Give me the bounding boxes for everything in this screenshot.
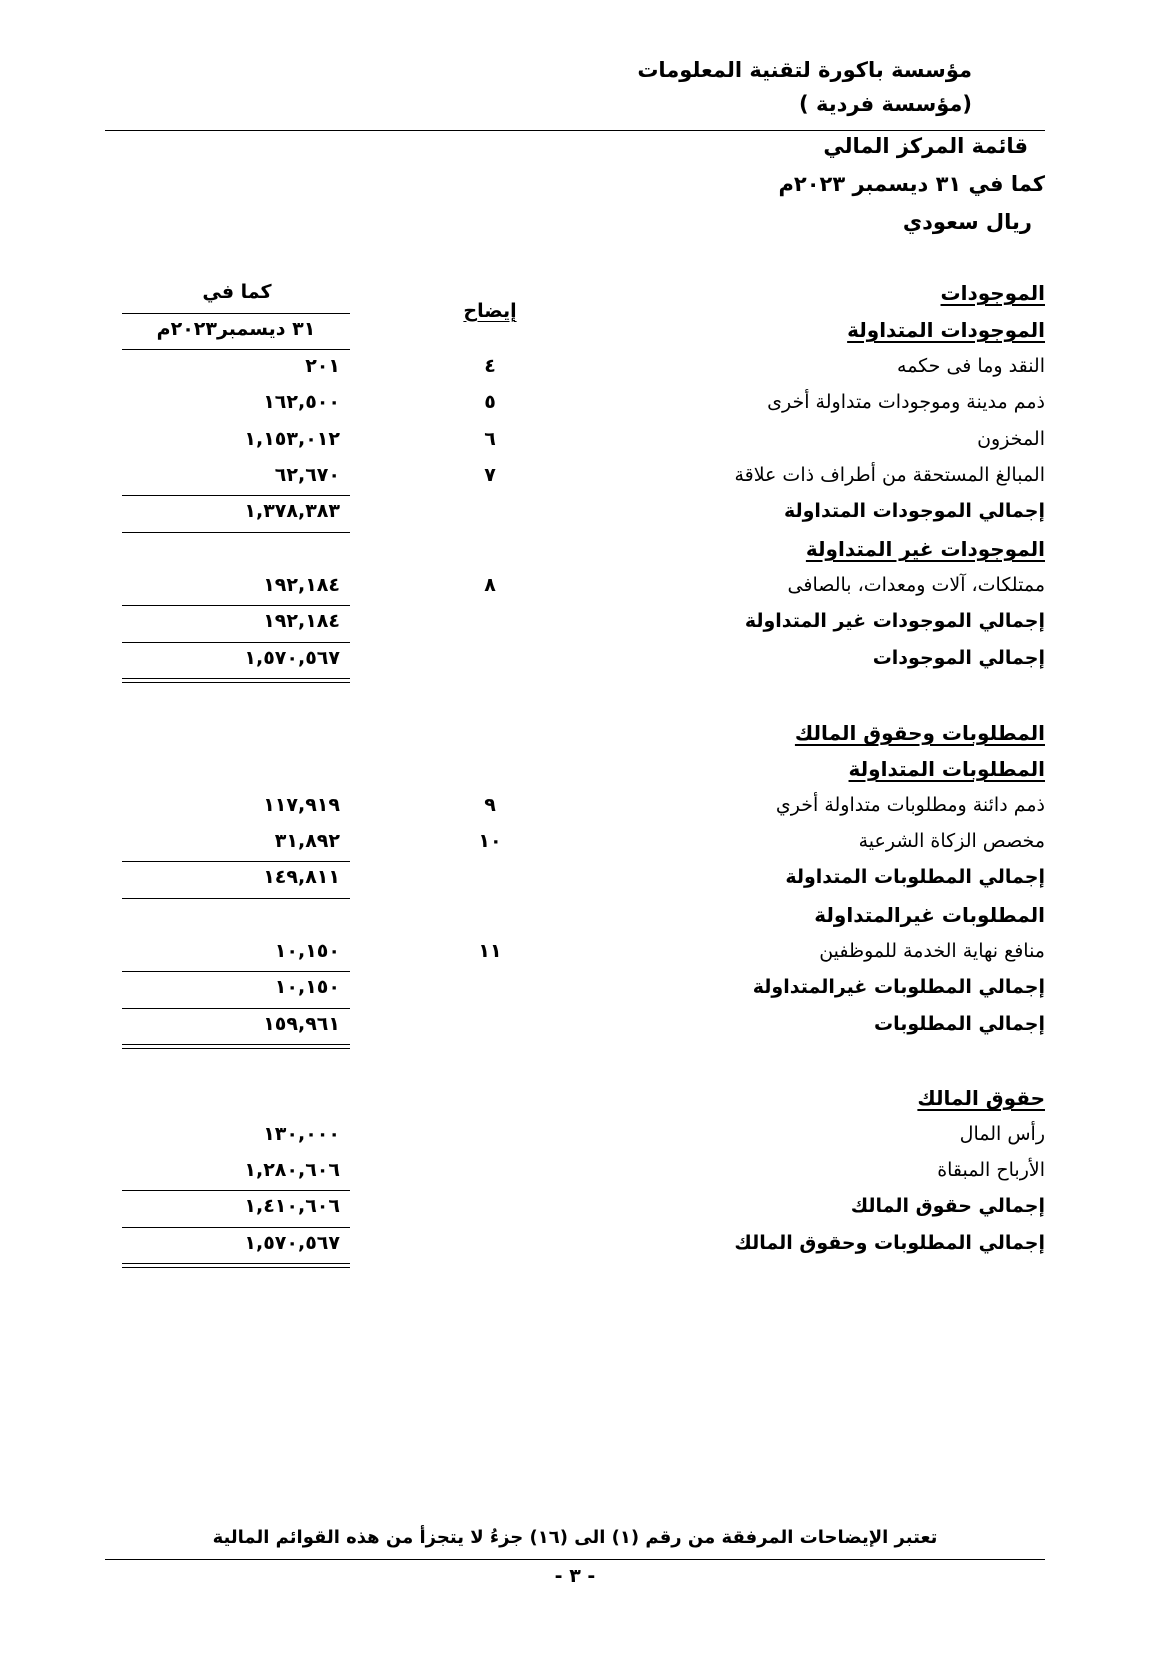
note-ref: ٤ bbox=[484, 355, 496, 377]
equity-title: حقوق المالك bbox=[917, 1086, 1045, 1110]
amount: ١٦٢,٥٠٠ bbox=[263, 391, 340, 413]
assets-title: الموجودات bbox=[940, 281, 1045, 305]
line-item-label: ذمم دائنة ومطلوبات متداولة أخري bbox=[775, 794, 1045, 816]
current-assets-title: الموجودات المتداولة bbox=[847, 318, 1045, 342]
header-divider bbox=[105, 130, 1045, 131]
entity-type: (مؤسسة فردية ) bbox=[799, 92, 972, 116]
note-ref: ١١ bbox=[478, 940, 502, 962]
subtotal-rule bbox=[122, 861, 350, 862]
as-of-date: كما في ٣١ ديسمبر ٢٠٢٣م bbox=[778, 172, 1045, 196]
total-label: إجمالي المطلوبات bbox=[874, 1013, 1045, 1035]
subtotal-rule bbox=[122, 605, 350, 606]
amount: ٣١,٨٩٢ bbox=[274, 830, 340, 852]
line-item-label: ذمم مدينة وموجودات متداولة أخرى bbox=[767, 391, 1045, 413]
double-rule bbox=[122, 678, 350, 683]
column-header-underline bbox=[122, 349, 350, 350]
line-item-label: النقد وما فى حكمه bbox=[897, 355, 1045, 377]
total-rule bbox=[122, 1227, 350, 1228]
total-amount: ١٥٩,٩٦١ bbox=[263, 1013, 340, 1035]
amount: ٦٢,٦٧٠ bbox=[274, 464, 340, 486]
total-amount: ١,٣٧٨,٣٨٣ bbox=[244, 500, 340, 522]
total-amount: ١٠,١٥٠ bbox=[274, 976, 340, 998]
noncurrent-liabilities-title: المطلوبات غيرالمتداولة bbox=[814, 903, 1045, 927]
total-amount: ١,٥٧٠,٥٦٧ bbox=[244, 647, 340, 669]
subtotal-rule bbox=[122, 1190, 350, 1191]
double-rule bbox=[122, 1044, 350, 1049]
total-rule bbox=[122, 1008, 350, 1009]
amount: ١,١٥٣,٠١٢ bbox=[244, 428, 340, 450]
note-ref: ١٠ bbox=[478, 830, 502, 852]
amount: ١٩٢,١٨٤ bbox=[263, 574, 340, 596]
total-amount: ١٩٢,١٨٤ bbox=[263, 610, 340, 632]
subtotal-rule bbox=[122, 971, 350, 972]
total-rule bbox=[122, 532, 350, 533]
current-liabilities-title: المطلوبات المتداولة bbox=[848, 757, 1045, 781]
total-label: إجمالي الموجودات غير المتداولة bbox=[744, 610, 1045, 632]
amount: ١,٢٨٠,٦٠٦ bbox=[244, 1159, 340, 1181]
total-amount: ١,٤١٠,٦٠٦ bbox=[244, 1195, 340, 1217]
double-rule bbox=[122, 1263, 350, 1268]
company-name: مؤسسة باكورة لتقنية المعلومات bbox=[637, 58, 972, 82]
page-number: - ٣ - bbox=[554, 1565, 596, 1587]
amount: ١١٧,٩١٩ bbox=[263, 794, 340, 816]
line-item-label: المبالغ المستحقة من أطراف ذات علاقة bbox=[734, 464, 1045, 486]
total-label: إجمالي الموجودات bbox=[872, 647, 1045, 669]
total-rule bbox=[122, 898, 350, 899]
line-item-label: ممتلكات، آلات ومعدات، بالصافى bbox=[787, 574, 1045, 596]
statement-title: قائمة المركز المالي bbox=[823, 134, 1028, 158]
total-label: إجمالي الموجودات المتداولة bbox=[783, 500, 1045, 522]
noncurrent-assets-title: الموجودات غير المتداولة bbox=[805, 537, 1045, 561]
note-ref: ٧ bbox=[484, 464, 496, 486]
line-item-label: الأرباح المبقاة bbox=[937, 1159, 1045, 1181]
total-amount: ١٤٩,٨١١ bbox=[263, 866, 340, 888]
line-item-label: منافع نهاية الخدمة للموظفين bbox=[819, 940, 1045, 962]
total-label: إجمالي المطلوبات وحقوق المالك bbox=[734, 1232, 1045, 1254]
note-ref: ٨ bbox=[484, 574, 496, 596]
line-item-label: رأس المال bbox=[959, 1123, 1045, 1145]
currency-label: ريال سعودي bbox=[902, 210, 1032, 234]
total-label: إجمالي حقوق المالك bbox=[850, 1195, 1045, 1217]
column-period: ٣١ ديسمبر٢٠٢٣م bbox=[156, 318, 316, 340]
liabilities-equity-title: المطلوبات وحقوق المالك bbox=[794, 721, 1045, 745]
total-label: إجمالي المطلوبات المتداولة bbox=[785, 866, 1045, 888]
total-rule bbox=[122, 642, 350, 643]
note-ref: ٦ bbox=[484, 428, 496, 450]
amount: ١٠,١٥٠ bbox=[274, 940, 340, 962]
footer-disclaimer: تعتبر الإيضاحات المرفقة من رقم (١) الى (١٦) جزءُ لا يتجزأ من هذه القوائم المالية bbox=[212, 1527, 938, 1548]
line-item-label: مخصص الزكاة الشرعية bbox=[858, 830, 1045, 852]
column-note: إيضاح bbox=[463, 300, 517, 322]
total-amount: ١,٥٧٠,٥٦٧ bbox=[244, 1232, 340, 1254]
footer-divider bbox=[105, 1559, 1045, 1560]
amount: ١٣٠,٠٠٠ bbox=[263, 1123, 340, 1145]
note-ref: ٥ bbox=[484, 391, 496, 413]
note-ref: ٩ bbox=[484, 794, 496, 816]
column-as-at: كما في bbox=[202, 281, 272, 303]
subtotal-rule bbox=[122, 495, 350, 496]
line-item-label: المخزون bbox=[977, 428, 1045, 450]
column-header-divider bbox=[122, 313, 350, 314]
amount: ٢٠١ bbox=[305, 355, 340, 377]
total-label: إجمالي المطلوبات غيرالمتداولة bbox=[752, 976, 1045, 998]
